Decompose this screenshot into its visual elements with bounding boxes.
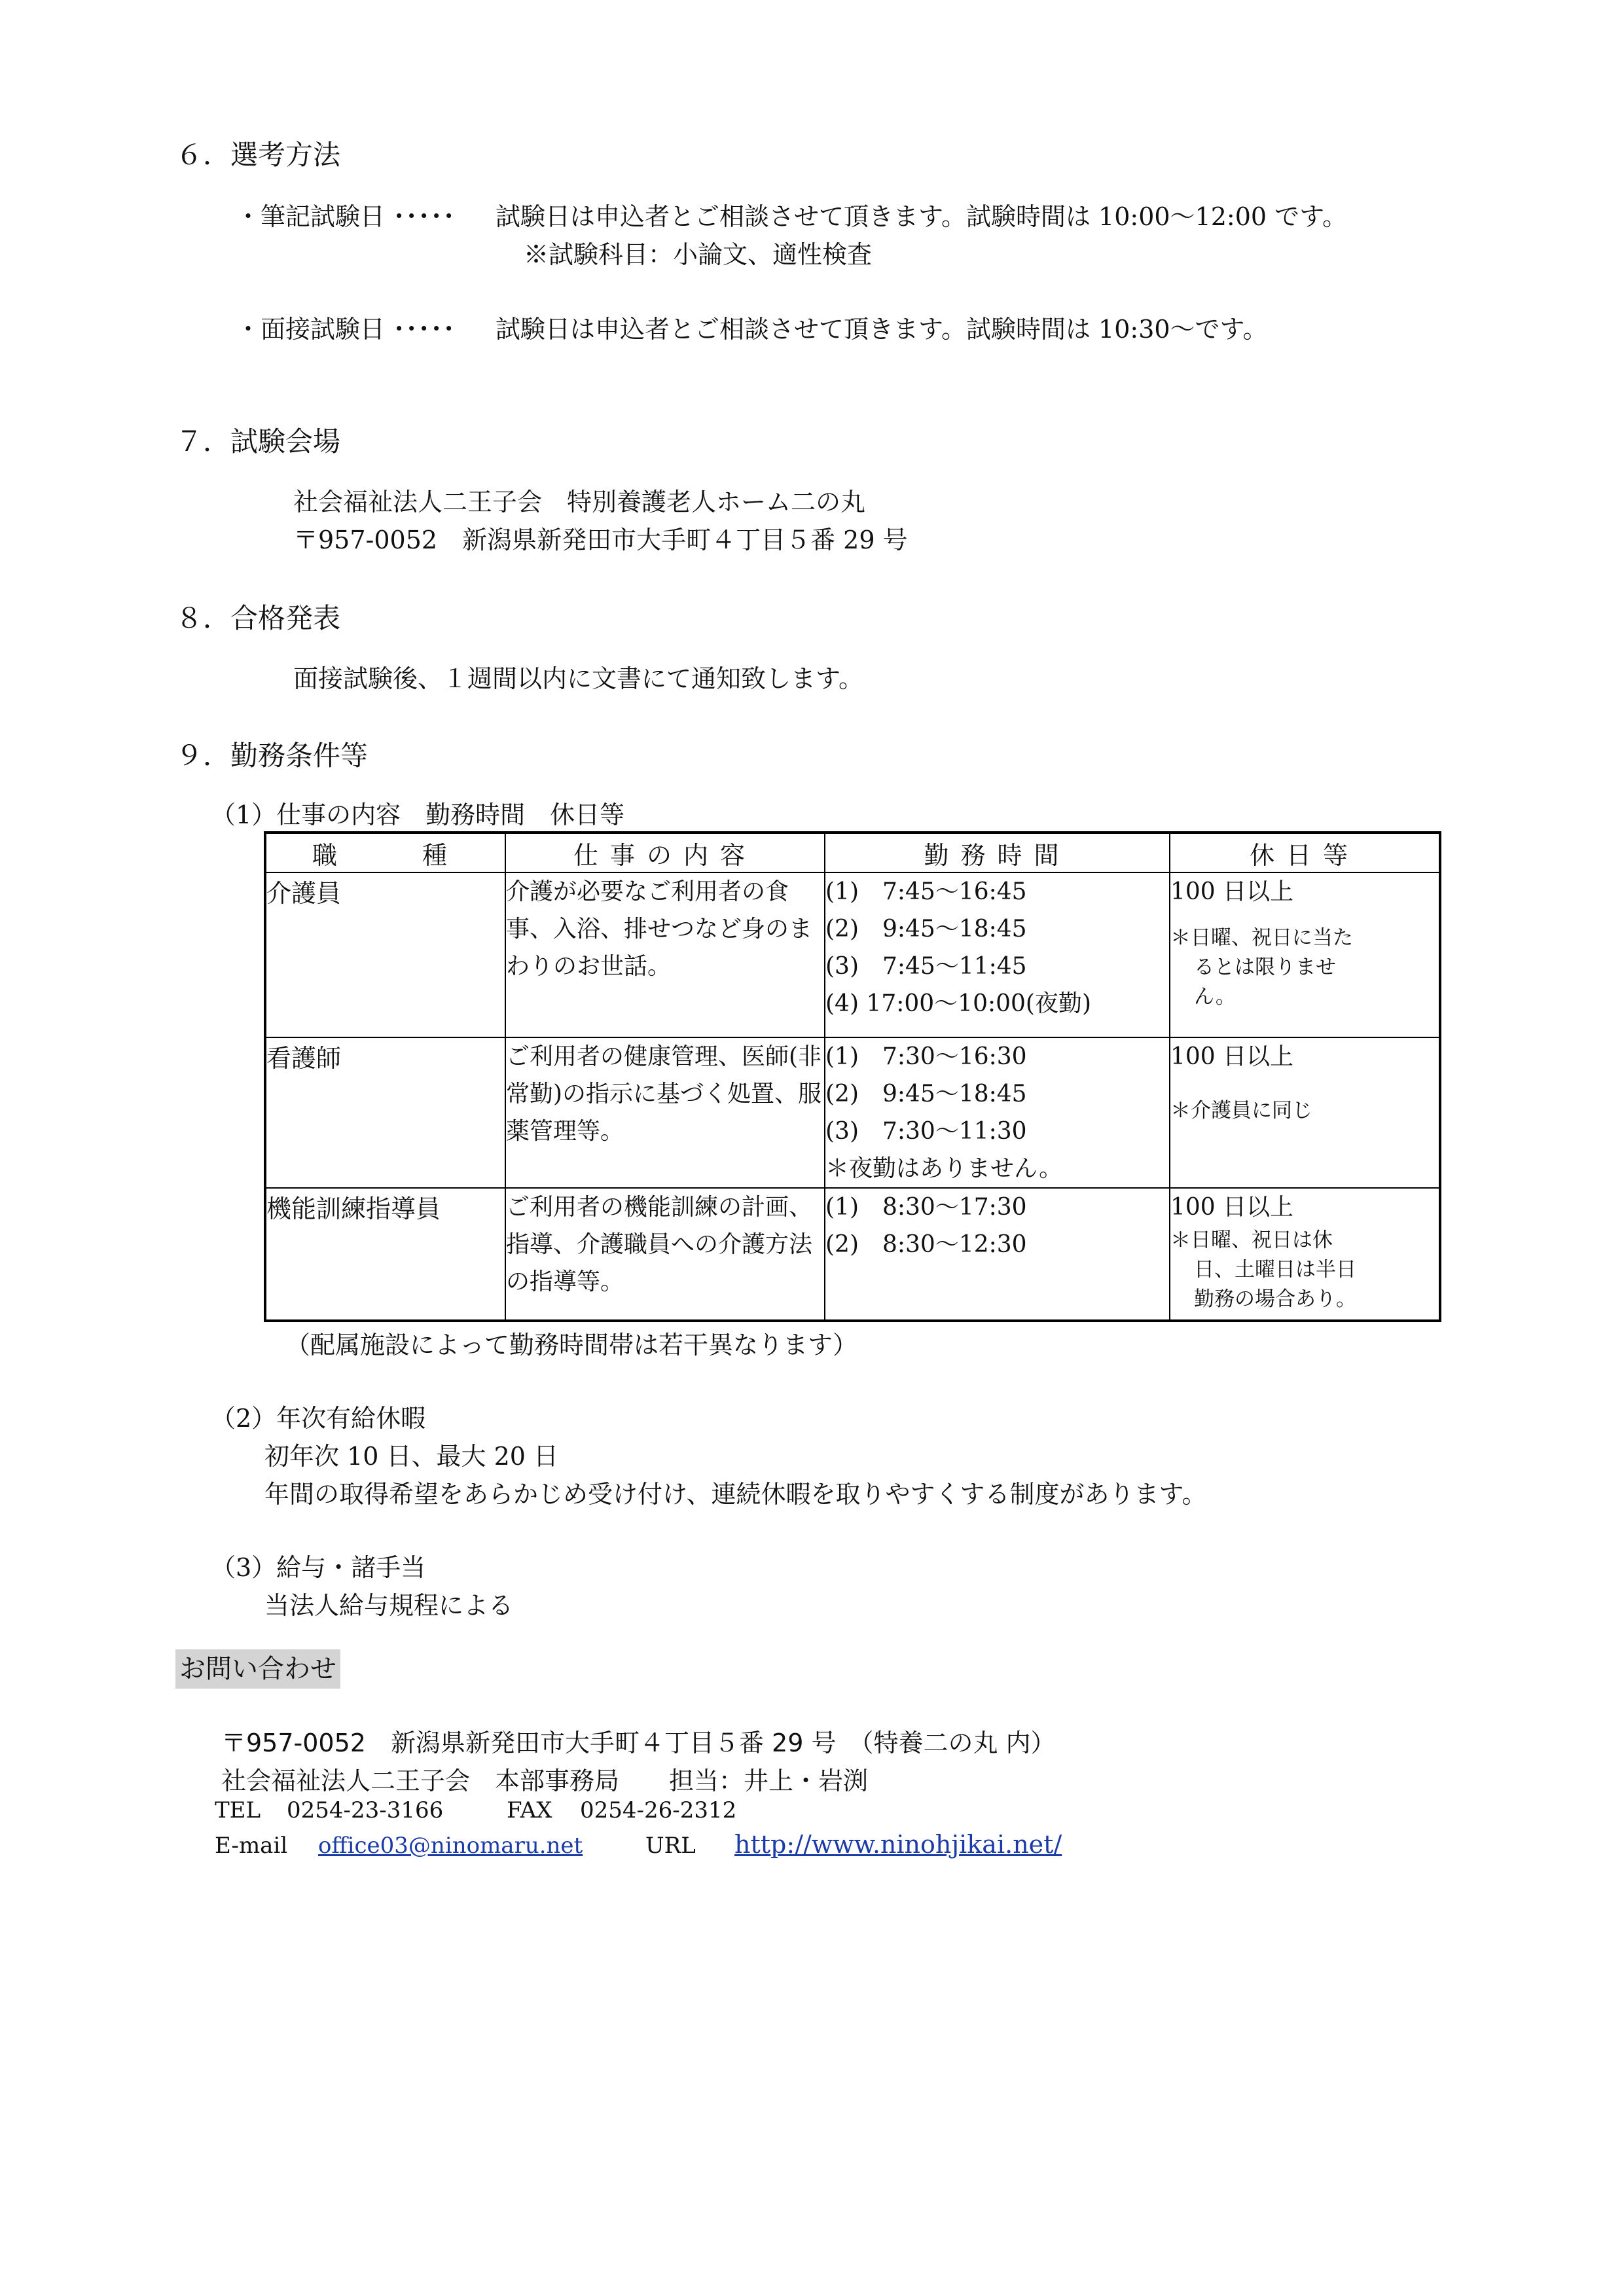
shift-line: (1) 7:45～16:45 <box>825 878 1027 905</box>
holiday-note: ＊介護員に同じ <box>1170 1099 1312 1122</box>
holidays <box>1170 1188 1440 1321</box>
work-hours <box>825 1037 1170 1188</box>
table-header-row <box>265 833 1440 872</box>
table-footnote: （配属施設によって勤務時間帯は若干異なります） <box>285 1331 858 1359</box>
job-duties: ご利用者の機能訓練の計画、指導、介護職員への介護方法の指導等。 <box>505 1188 825 1321</box>
interview-exam-text: 試験日は申込者とご相談させて頂きます。試験時間は 10:30～です。 <box>496 315 1268 344</box>
job-name: 看護師 <box>265 1037 505 1188</box>
fax-label: FAX <box>507 1797 552 1823</box>
tel-label: TEL <box>215 1797 261 1823</box>
paid-leave-heading: （2）年次有給休暇 <box>211 1404 426 1433</box>
written-exam-subjects: ※試験科目：小論文、適性検査 <box>524 240 873 269</box>
job-duties: ご利用者の健康管理、医師(非常勤)の指示に基づく処置、服薬管理等。 <box>505 1037 825 1188</box>
work-hours <box>825 1188 1170 1321</box>
written-exam-label: ・筆記試験日 ･････ <box>236 202 456 231</box>
header-job: 職 種 <box>265 833 505 872</box>
email-link[interactable]: office03@ninomaru.net <box>318 1833 583 1859</box>
holiday-note: ＊日曜、祝日は休 日、土曜日は半日 勤務の場合あり。 <box>1170 1229 1356 1311</box>
interview-exam-label: ・面接試験日 ･････ <box>236 315 456 344</box>
holiday-count: 100 日以上 <box>1170 1194 1294 1221</box>
section-9-heading: ９．勤務条件等 <box>175 740 369 772</box>
holidays <box>1170 1037 1440 1188</box>
tel-number: 0254-23-3166 <box>287 1797 444 1823</box>
job-name: 介護員 <box>265 872 505 1037</box>
contact-heading: お問い合わせ <box>175 1649 340 1689</box>
paid-leave-policy: 年間の取得希望をあらかじめ受け付け、連続休暇を取りやすくする制度があります。 <box>264 1480 1207 1509</box>
header-duties: 仕事の内容 <box>505 833 825 872</box>
shift-line: ＊夜勤はありません。 <box>825 1155 1063 1182</box>
salary-heading: （3）給与・諸手当 <box>211 1553 426 1582</box>
website-link[interactable]: http://www.ninohjikai.net/ <box>734 1830 1062 1859</box>
header-hours: 勤務時間 <box>825 833 1170 872</box>
contact-address: 〒957‐0052 新潟県新発田市大手町４丁目５番 29 号 （特養二の丸 内） <box>221 1729 1056 1757</box>
venue-name: 社会福祉法人二王子会 特別養護老人ホーム二の丸 <box>293 488 866 516</box>
holidays <box>1170 872 1440 1037</box>
section-7-heading: ７．試験会場 <box>175 425 341 457</box>
written-exam-text: 試験日は申込者とご相談させて頂きます。試験時間は 10:00～12:00 です。 <box>496 202 1348 231</box>
url-label: URL <box>645 1833 696 1859</box>
work-hours <box>825 872 1170 1037</box>
table-row <box>265 1037 1440 1188</box>
holiday-count: 100 日以上 <box>1170 878 1294 905</box>
shift-line: (3) 7:30～11:30 <box>825 1118 1027 1145</box>
paid-leave-days: 初年次 10 日、最大 20 日 <box>264 1442 559 1471</box>
shift-line: (2) 8:30～12:30 <box>825 1231 1027 1258</box>
table-row <box>265 872 1440 1037</box>
section-6-heading: ６．選考方法 <box>175 139 341 171</box>
job-name: 機能訓練指導員 <box>265 1188 505 1321</box>
venue-address: 〒957‐0052 新潟県新発田市大手町４丁目５番 29 号 <box>293 526 908 554</box>
email-label: E-mail <box>215 1833 288 1859</box>
contact-organization: 社会福祉法人二王子会 本部事務局 担当：井上・岩渕 <box>221 1767 869 1795</box>
shift-line: (4) 17:00～10:00(夜勤) <box>825 990 1092 1017</box>
work-subheading: （1）仕事の内容 勤務時間 休日等 <box>211 800 625 829</box>
shift-line: (1) 8:30～17:30 <box>825 1194 1027 1221</box>
shift-line: (1) 7:30～16:30 <box>825 1043 1027 1070</box>
result-notice-text: 面接試験後、１週間以内に文書にて通知致します。 <box>293 664 863 693</box>
header-holidays: 休日等 <box>1170 833 1440 872</box>
salary-text: 当法人給与規程による <box>264 1591 514 1620</box>
shift-line: (3) 7:45～11:45 <box>825 953 1027 980</box>
holiday-note: ＊日曜、祝日に当た るとは限りませ ん。 <box>1170 926 1353 1009</box>
work-conditions-table <box>264 831 1441 1322</box>
shift-line: (2) 9:45～18:45 <box>825 916 1027 942</box>
job-duties: 介護が必要なご利用者の食事、入浴、排せつなど身のまわりのお世話。 <box>505 872 825 1037</box>
shift-line: (2) 9:45～18:45 <box>825 1081 1027 1107</box>
fax-number: 0254-26-2312 <box>580 1797 737 1823</box>
section-8-heading: ８．合格発表 <box>175 602 341 634</box>
table-row <box>265 1188 1440 1321</box>
holiday-count: 100 日以上 <box>1170 1043 1294 1070</box>
